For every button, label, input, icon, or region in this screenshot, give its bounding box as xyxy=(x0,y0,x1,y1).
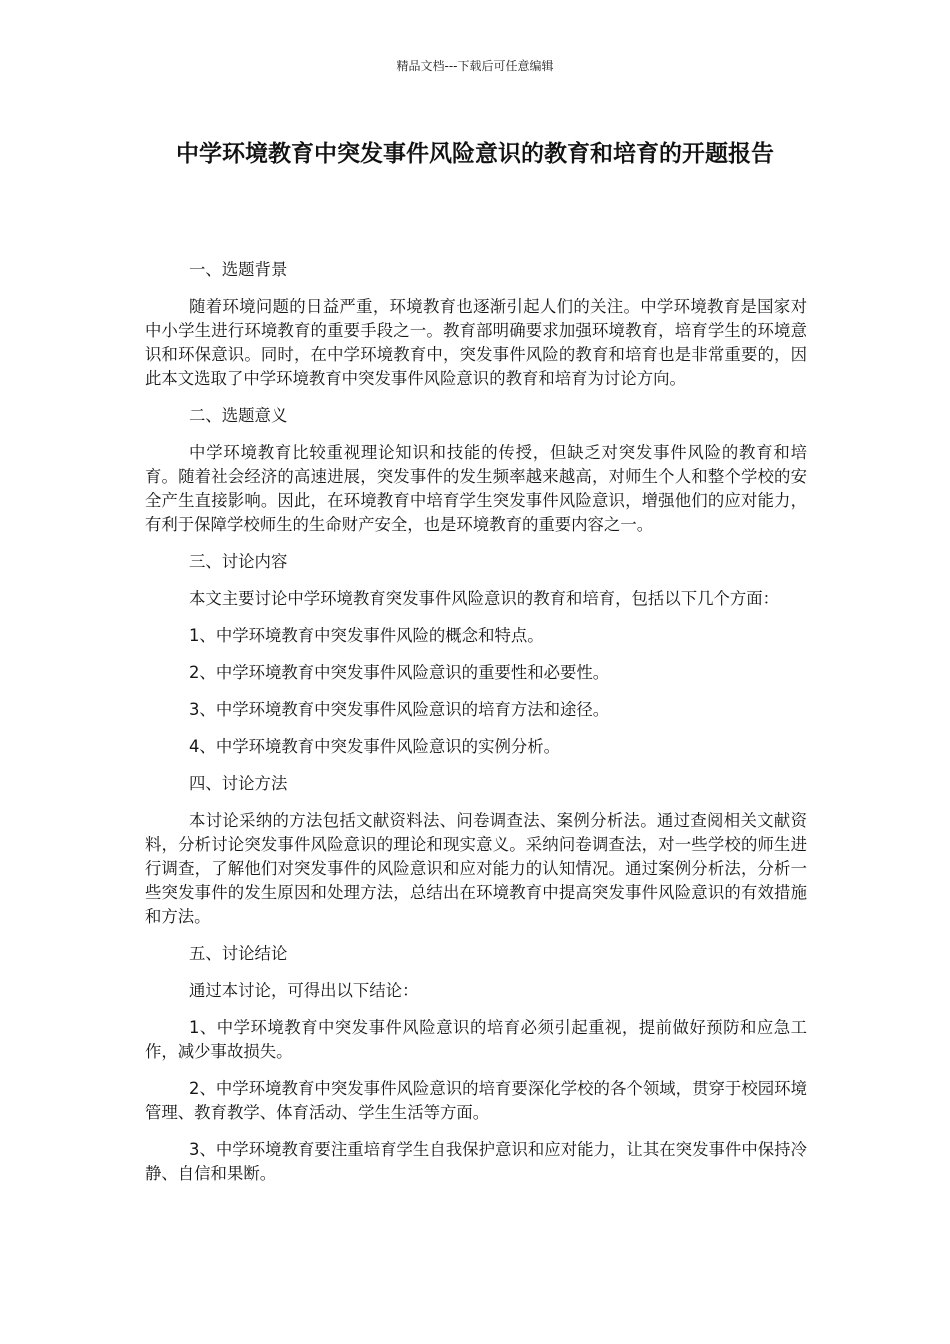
conclusion-item: 1、中学环境教育中突发事件风险意识的培育必须引起重视，提前做好预防和应急工作，减少事故损失。 xyxy=(145,1018,807,1061)
conclusion-item: 2、中学环境教育中突发事件风险意识的培育要深化学校的各个领域，贯穿于校园环境管理、教育教学、体育活动、学生生活等方面。 xyxy=(145,1079,807,1122)
section-heading-conclusion: 五、讨论结论 xyxy=(189,944,288,963)
conclusion-item: 3、中学环境教育要注重培育学生自我保护意识和应对能力，让其在突发事件中保持冷静、自信和果断。 xyxy=(145,1140,807,1183)
section-heading-content: 三、讨论内容 xyxy=(189,552,288,571)
content-item: 3、中学环境教育中突发事件风险意识的培育方法和途径。 xyxy=(189,700,610,719)
section-heading-method: 四、讨论方法 xyxy=(189,774,288,793)
content-item: 4、中学环境教育中突发事件风险意识的实例分析。 xyxy=(189,737,561,756)
conclusion-intro: 通过本讨论，可得出以下结论： xyxy=(189,981,419,1000)
section-heading-background: 一、选题背景 xyxy=(189,260,288,279)
section-heading-significance: 二、选题意义 xyxy=(189,406,288,425)
paragraph-method: 本讨论采纳的方法包括文献资料法、问卷调查法、案例分析法。通过查阅相关文献资料，分析讨论突发事件风险意识的理论和现实意义。采纳问卷调查法，对一些学校的师生进行调查，了解他们对突发事件的风险意识和应对能力的认知情况。通过案例分析法，分析一些突发事件的发生原因和处理方法，总结出在环境教育中提高突发事件风险意识的有效措施和方法。 xyxy=(145,811,807,926)
document-body xyxy=(145,258,807,1199)
paragraph-background: 随着环境问题的日益严重，环境教育也逐渐引起人们的关注。中学环境教育是国家对中小学生进行环境教育的重要手段之一。教育部明确要求加强环境教育，培育学生的环境意识和环保意识。同时，在中学环境教育中，突发事件风险的教育和培育也是非常重要的，因此本文选取了中学环境教育中突发事件风险意识的教育和培育为讨论方向。 xyxy=(145,297,807,388)
content-item: 2、中学环境教育中突发事件风险意识的重要性和必要性。 xyxy=(189,663,610,682)
content-item: 1、中学环境教育中突发事件风险的概念和特点。 xyxy=(189,626,544,645)
header-note: 精品文档---下载后可任意编辑 xyxy=(396,59,554,73)
paragraph-significance: 中学环境教育比较重视理论知识和技能的传授，但缺乏对突发事件风险的教育和培育。随着社会经济的高速进展，突发事件的发生频率越来越高，对师生个人和整个学校的安全产生直接影响。因此，在环境教育中培育学生突发事件风险意识，增强他们的应对能力，有利于保障学校师生的生命财产安全，也是环境教育的重要内容之一。 xyxy=(145,443,807,534)
document-title: 中学环境教育中突发事件风险意识的教育和培育的开题报告 xyxy=(176,141,774,167)
content-intro: 本文主要讨论中学环境教育突发事件风险意识的教育和培育，包括以下几个方面： xyxy=(189,589,780,608)
